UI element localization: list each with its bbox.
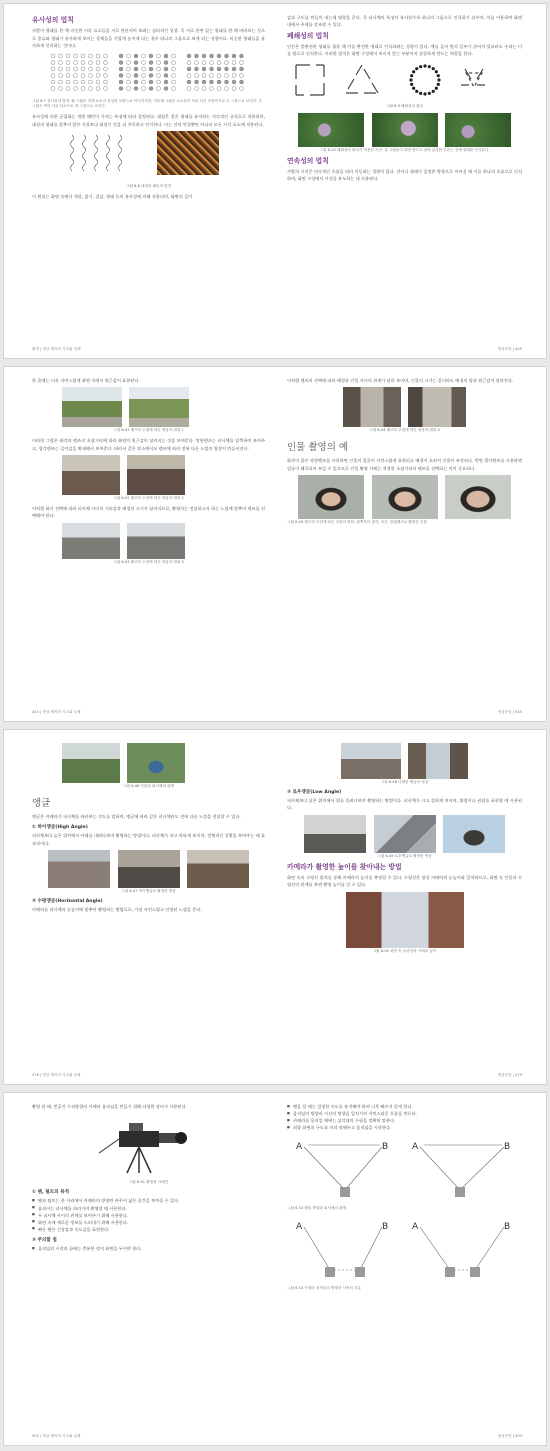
page-left — [4, 1093, 275, 1445]
paragraph: 유사성에 의한 군집화는 개별 패턴이 가지는 특징에 따라 결정된다. 대칭은 좋은 형태를 유지하는 지각적인 규칙으로 작용하며, 대칭의 형태를 갖추지 않은 사물보다 대칭인 것을 더 주목하고 인지한다. 이는 선의 연결뿐만 아니라 모든 시각 요소에 적용된다. — [32, 114, 265, 127]
street-photo — [408, 743, 468, 779]
figure-dot-grids — [32, 52, 265, 98]
figure-street — [287, 387, 522, 427]
paragraph: 인간은 불완전한 형태를 접할 때 이를 완전한 형태로 인식하려는 경향이 있다. 예를 들어 원의 일부가 끊어져 있더라도 우리는 이를 원으로 인식한다. 이러한 법칙은 화면 구성에서 보이지 않는 부분까지 상상하게 만드는 역할을 한다. — [287, 43, 522, 57]
section-title: 카메라가 촬영한 높이를 찾아내는 방법 — [287, 862, 402, 871]
grid-dot — [58, 80, 62, 84]
figure-trees — [32, 387, 265, 427]
figure-camera-rig — [32, 1113, 265, 1179]
grid-dot — [81, 87, 85, 91]
grid-dot — [66, 80, 70, 84]
grid-dot — [141, 61, 145, 65]
grid-dot — [66, 67, 70, 71]
grid-dot — [232, 54, 236, 58]
camera-movement-diagram — [290, 1215, 520, 1281]
grid-dot — [126, 74, 130, 78]
grid-dot — [134, 67, 138, 71]
grid-dot — [217, 87, 221, 91]
page-left — [4, 730, 275, 1084]
grid-dot — [202, 67, 206, 71]
circle-dot — [419, 65, 422, 68]
paragraph: 사람이 형태를 한 채 비슷한 시각 요소들을 서로 연관지어 보려는 심리적인 성향. 즉 서로 관련 있는 형태를 한 채 바라보는 것으로 종류와 형태가 유사하게 보이는 물체들을 가깝게 놓이게 되는 경우 하나의 그룹으로 보게 되는 성향이다. 비슷한 형태들을 유사하게 인지하는 것이다. — [32, 28, 265, 48]
grid-dot — [224, 87, 228, 91]
subject-b-label: B — [381, 1221, 388, 1232]
person-photo — [127, 743, 185, 783]
grid-dot — [66, 54, 70, 58]
circle-dot — [437, 78, 440, 81]
grid-dot — [187, 80, 191, 84]
grid-dot — [141, 87, 145, 91]
grid-dot — [164, 61, 168, 65]
grid-dot — [239, 54, 243, 58]
street-photo — [408, 387, 466, 427]
grid-dot — [141, 54, 145, 58]
grid-dot — [171, 61, 175, 65]
dot-grid-illustration — [49, 52, 249, 94]
page-spread-3 — [3, 729, 547, 1085]
sub-heading: ① 팬, 틸트의 목적 — [32, 1190, 70, 1196]
grid-dot — [232, 80, 236, 84]
grid-dot — [156, 61, 160, 65]
paragraph: 카메라를 피사체의 눈높이에 맞추어 촬영하는 방법으로, 가장 자연스럽고 안정된 느낌을 준다. — [32, 907, 202, 913]
bullet-item: ■ 팬을 할 때는 일정한 속도를 유지해야 하며 너무 빠르지 않게 한다. — [293, 1103, 522, 1110]
figure-caption: 그림 6-41 렌즈의 초점에 따른 영상의 변화 1 — [113, 428, 184, 433]
grid-dot — [156, 74, 160, 78]
page-right — [275, 1093, 546, 1445]
figure-portraits — [287, 475, 522, 519]
grid-dot — [73, 87, 77, 91]
subject-b-label: B — [381, 1141, 388, 1152]
grid-dot — [202, 80, 206, 84]
wave-pattern-illustration — [62, 131, 142, 179]
paragraph: 촬영 할 때, 빈공간 수직방향의 카메라 움직임을 만들기 위해 다양한 장비가 사용된다. — [32, 1104, 187, 1109]
figure-angles — [287, 743, 522, 779]
grid-dot — [81, 61, 85, 65]
crowd-aerial-photo — [118, 850, 180, 888]
grid-dot — [209, 67, 213, 71]
figure-caption: 그림 6-46 인물과 피사체의 관계 — [123, 784, 174, 788]
grid-dot — [194, 74, 198, 78]
grid-dot — [156, 54, 160, 58]
flower-photo — [372, 113, 438, 147]
page-left — [4, 367, 275, 721]
grid-dot — [51, 80, 55, 84]
section-heading: 인물 촬영의 예 — [287, 442, 349, 454]
figure-low-angle — [287, 815, 522, 853]
figure-caption: 그림 6-52 팬의 방향과 피사체의 관계 — [287, 1205, 346, 1210]
sub-heading: ① 하이앵글(High Angle) — [32, 825, 88, 831]
building-photo — [374, 815, 436, 853]
figure-pan-diagram — [287, 1135, 522, 1205]
camera-crane-illustration — [89, 1113, 209, 1175]
circle-dot — [434, 86, 437, 89]
section-title: 연속성의 법칙 — [287, 156, 329, 165]
grid-dot — [141, 80, 145, 84]
grid-dot — [217, 80, 221, 84]
grid-dot — [119, 74, 123, 78]
figure-caption: 그림 6-45 렌즈의 초점에 따른 인물의 변화: 왼쪽부터 광각, 표준, 망원렌즈로 촬영한 인물 — [287, 520, 427, 525]
grid-dot — [51, 54, 55, 58]
grid-dot — [96, 67, 100, 71]
grid-dot — [149, 54, 153, 58]
street-trees-photo — [62, 387, 122, 427]
sub-heading: ③ 로우앵글(Low Angle) — [287, 790, 342, 796]
grid-dot — [96, 61, 100, 65]
flower-photo — [298, 113, 364, 147]
circle-dot — [436, 82, 439, 85]
page-left — [4, 4, 275, 358]
grid-dot — [187, 67, 191, 71]
figure-caption: 그림 6-50 화면 속 수평선과 카메라 높이 — [372, 948, 437, 953]
grid-dot — [81, 54, 85, 58]
page-footer: 영상문법 | 503 — [497, 1434, 522, 1438]
grid-dot — [58, 67, 62, 71]
figure-flower-photos — [287, 113, 522, 147]
crowd-photo — [62, 455, 120, 495]
circle-dot — [436, 74, 439, 77]
paragraph: 이 원리는 화면 속에서 색상, 밝기, 질감, 형태 등의 유사성에 의해 적용되며, 화면의 깊이 — [32, 193, 193, 199]
circle-dot — [423, 92, 426, 95]
grid-dot — [209, 54, 213, 58]
page-spread-1 — [3, 3, 547, 359]
grid-dot — [149, 61, 153, 65]
grid-dot — [73, 80, 77, 84]
grid-dot — [96, 80, 100, 84]
grid-dot — [217, 61, 221, 65]
figure-caption: 그림 6-7 유사성의 법칙: 좌 그림은 전체 요소가 동일한 모양으로 여겨지지만, 가운데 그림은 요소들이 서로 다른 모양이므로 두 그룹으로 보인다. 우 그림은 색이 서로 다르므로 세 그룹으로 보인다. — [32, 99, 263, 109]
grid-dot — [209, 74, 213, 78]
grid-dot — [96, 74, 100, 78]
grid-dot — [164, 67, 168, 71]
figure-caption: 그림 6-42 렌즈의 초점에 따른 영상의 변화 2 — [113, 496, 184, 501]
street-photo — [341, 743, 401, 779]
grid-dot — [194, 67, 198, 71]
grid-dot — [194, 87, 198, 91]
page-footer: 502 | 영상 제작의 기초와 실제 — [32, 1434, 81, 1438]
bullet-item: ■ 움직임의 시작과 끝에는 충분한 정지 화면을 두어야 한다. — [38, 1245, 265, 1252]
grid-dot — [126, 87, 130, 91]
grid-dot — [126, 61, 130, 65]
portrait-photo — [445, 475, 511, 519]
grid-dot — [164, 74, 168, 78]
grid-dot — [224, 61, 228, 65]
grid-dot — [134, 80, 138, 84]
grid-dot — [209, 80, 213, 84]
circle-dot — [415, 67, 418, 70]
paragraph: 피사체보다 높은 위치에서 아래를 내려다보며 촬영하는 방법이다. 피사체가 작고 약하게 보이며, 전체적인 상황을 보여주는 데 효과적이다. — [32, 833, 265, 846]
grid-dot — [96, 54, 100, 58]
circle-dot — [427, 65, 430, 68]
bullet-list — [32, 1245, 265, 1252]
paragraph: 앵글은 카메라가 피사체를 바라보는 각도를 말하며, 앵글에 따라 같은 피사체라도 전혀 다른 느낌을 전달할 수 있다. — [32, 814, 241, 820]
grid-dot — [187, 61, 191, 65]
grid-dot — [51, 87, 55, 91]
grid-dot — [202, 61, 206, 65]
market-aerial-photo — [187, 850, 249, 888]
bullet-item: ■ 빠른 팬은 긴장감과 속도감을 표현한다. — [38, 1226, 265, 1233]
grid-dot — [119, 87, 123, 91]
grid-dot — [194, 80, 198, 84]
subject-b-label: B — [503, 1141, 510, 1152]
figure-caption: 그림 6-49 로우앵글로 촬영한 영상 — [377, 853, 432, 858]
portrait-photo — [372, 475, 438, 519]
street-photo — [343, 387, 401, 427]
grid-dot — [156, 87, 160, 91]
figure-caption: 그림 6-43 렌즈의 초점에 따른 영상의 변화 3 — [113, 559, 184, 564]
grid-dot — [156, 67, 160, 71]
grid-dot — [202, 87, 206, 91]
subject-a-label: A — [295, 1141, 302, 1152]
outdoor-photo — [62, 743, 120, 783]
figure-caption: 그림 6-9 폐쇄성의 원리 — [385, 103, 424, 108]
grid-dot — [134, 54, 138, 58]
grid-dot — [58, 74, 62, 78]
grid-dot — [224, 67, 228, 71]
page-footer: 영상문법 | 445 — [497, 710, 522, 714]
circle-dot — [415, 89, 418, 92]
page-right — [275, 730, 546, 1084]
figure-movement-diagram — [287, 1215, 522, 1285]
grid-dot — [149, 87, 153, 91]
grid-dot — [141, 67, 145, 71]
grid-dot — [224, 80, 228, 84]
grid-dot — [209, 61, 213, 65]
grid-dot — [134, 87, 138, 91]
bullet-item: ■ 최종 화면의 구도를 미리 정해두고 움직임을 시작한다. — [293, 1124, 522, 1131]
portrait-photo — [298, 475, 364, 519]
grid-dot — [171, 80, 175, 84]
statue-photo — [443, 815, 505, 853]
paragraph: 이처럼 렌즈의 선택에 따라 배경과 인물 사이의 관계가 달라 보이며, 인물의 크기는 같더라도 배경의 양과 원근감이 달라진다. — [287, 378, 514, 383]
figure-caption: 그림 6-53 카메라 움직임의 방향과 시선의 흐름 — [287, 1285, 362, 1290]
grid-dot — [239, 74, 243, 78]
sub-heading: ② 주의할 점 — [32, 1238, 57, 1244]
closure-shapes-illustration — [290, 61, 520, 99]
bullet-item: ■ 팬과 틸트는 한 자리에서 카메라의 방향만 바꾸어 넓은 공간을 보여줄 수 있다. — [38, 1197, 265, 1204]
subject-a-label: A — [411, 1141, 418, 1152]
page-footer: 444 | 영상 제작의 기초와 실제 — [32, 710, 81, 714]
grid-dot — [88, 67, 92, 71]
grid-dot — [217, 54, 221, 58]
sub-heading: ② 수평앵글(Horizontal Angle) — [32, 899, 103, 905]
grid-dot — [239, 67, 243, 71]
grid-dot — [81, 80, 85, 84]
grid-dot — [171, 87, 175, 91]
figure-crowd — [32, 455, 265, 495]
grid-dot — [239, 61, 243, 65]
grid-dot — [202, 54, 206, 58]
crowd-photo — [127, 455, 185, 495]
traffic-photo — [127, 523, 185, 559]
traffic-photo — [62, 523, 120, 559]
page-right — [275, 367, 546, 721]
grid-dot — [66, 61, 70, 65]
grid-dot — [119, 80, 123, 84]
bullet-item: ■ 화면 속에 새로운 정보를 드러내기 위해 사용한다. — [38, 1219, 265, 1226]
grid-dot — [171, 54, 175, 58]
page-spread-2 — [3, 366, 547, 722]
bullet-item: ■ 움직임의 방향과 시선의 방향을 일치시켜 자연스러운 흐름을 만든다. — [293, 1110, 522, 1117]
figure-person — [32, 743, 265, 783]
grid-dot — [224, 74, 228, 78]
textile-pattern-image — [157, 131, 219, 175]
grid-dot — [217, 67, 221, 71]
page-footer: 478 | 영상 제작의 기초와 실제 — [32, 1073, 81, 1077]
grid-dot — [164, 80, 168, 84]
section-title: 유사성의 법칙 — [32, 16, 74, 24]
people-walking-photo — [304, 815, 366, 853]
grid-dot — [171, 74, 175, 78]
paragraph: 한 줄에는 더욱 자연스럽게 화면 속에서 원근감이 표현된다. — [32, 378, 140, 383]
grid-dot — [126, 67, 130, 71]
grid-dot — [88, 61, 92, 65]
grid-dot — [164, 54, 168, 58]
bullet-item: ■ 카메라를 움직일 때에는 삼각대의 수평을 정확히 맞춘다. — [293, 1117, 522, 1124]
grid-dot — [81, 67, 85, 71]
grid-dot — [58, 61, 62, 65]
page-right — [275, 4, 546, 358]
bullet-list — [32, 1197, 265, 1233]
flower-photo — [445, 113, 511, 147]
grid-dot — [103, 87, 107, 91]
city-aerial-photo — [48, 850, 110, 888]
grid-dot — [119, 54, 123, 58]
circle-dot — [427, 91, 430, 94]
grid-dot — [171, 67, 175, 71]
paragraph: 피사체보다 낮은 위치에서 위를 올려다보며 촬영하는 방법이다. 피사체가 크고 강하게 보이며, 위엄이나 권위를 표현할 때 사용된다. — [287, 798, 522, 811]
grid-dot — [119, 61, 123, 65]
paragraph: 이처럼 화각 선택에 따라 피사체 사이의 거리감과 배경의 크기가 달라지므로, 촬영자는 전달하고자 하는 느낌에 맞추어 렌즈를 선택해야 한다. — [32, 506, 265, 519]
grid-dot — [149, 74, 153, 78]
grid-dot — [88, 54, 92, 58]
section-heading: 앵글 — [32, 798, 51, 810]
bullet-item: ■ 두 피사체 사이의 관계를 보여주기 위해 사용한다. — [38, 1212, 265, 1219]
grid-dot — [156, 80, 160, 84]
circle-dot — [434, 70, 437, 73]
circle-dot — [423, 64, 426, 67]
grid-dot — [149, 67, 153, 71]
grid-dot — [126, 54, 130, 58]
section-title: 폐쇄성의 법칙 — [287, 31, 329, 40]
grid-dot — [202, 74, 206, 78]
grid-dot — [88, 87, 92, 91]
subject-b-label: B — [503, 1221, 510, 1232]
grid-dot — [232, 67, 236, 71]
grid-dot — [73, 67, 77, 71]
grid-dot — [119, 67, 123, 71]
figure-caption: 그림 6-44 렌즈의 초점에 따른 영상의 변화 4 — [369, 428, 440, 433]
pan-direction-diagram — [290, 1135, 520, 1201]
figure-patterns — [32, 131, 265, 183]
figure-caption: 그림 6-8 대칭과 패턴의 법칙 — [125, 183, 172, 188]
figure-caption: 그림 6-51 촬영용 크레인 — [128, 1180, 169, 1185]
page-spread-4 — [3, 1092, 547, 1446]
grid-dot — [232, 74, 236, 78]
figure-caption: 그림 6-47 하이앵글로 촬영한 영상 — [121, 889, 176, 894]
grid-dot — [81, 74, 85, 78]
grid-dot — [103, 61, 107, 65]
circle-dot — [419, 91, 422, 94]
paragraph: 사람의 시선은 연속적인 흐름을 따라 이동하는 경향이 있다. 선이나 형태가 일정한 방향으로 이어질 때 이를 하나의 흐름으로 인식하며, 화면 구성에서 시선을 유도하는 데 사용된다. — [287, 168, 522, 182]
grid-dot — [126, 80, 130, 84]
grid-dot — [164, 87, 168, 91]
grid-dot — [103, 74, 107, 78]
bullet-item: ■ 움직이는 피사체를 따라가며 촬영할 때 사용한다. — [38, 1205, 265, 1212]
circle-dot — [412, 70, 415, 73]
paragraph: 이러한 그림은 화각과 렌즈의 초점거리에 따라 화면의 원근감이 달라지는 것을 보여준다. 망원렌즈는 피사체를 압축하여 보여주고, 광각렌즈는 깊이감을 확대해서 보여준다. 따라서 같은 장소에서도 렌즈에 따라 전혀 다른 느낌의 영상이 만들어진다. — [32, 438, 265, 451]
paragraph: 감과 구도를 만들어 내는데 영향을 준다. 즉 피사체의 특징이 유사할수록 하나의 그룹으로 인식하기 쉬우며, 이를 이용하여 화면 내에서 주제를 강조할 수 있다. — [287, 15, 522, 28]
grid-dot — [58, 87, 62, 91]
grid-dot — [51, 74, 55, 78]
grid-dot — [66, 74, 70, 78]
bullet-list — [287, 1103, 522, 1132]
circle-dot — [431, 89, 434, 92]
grid-dot — [187, 74, 191, 78]
grid-dot — [187, 54, 191, 58]
grid-dot — [141, 74, 145, 78]
circle-dot — [431, 67, 434, 70]
figure-traffic — [32, 523, 265, 559]
figure-closure-shapes — [287, 61, 522, 103]
circle-dot — [412, 86, 415, 89]
grid-dot — [51, 61, 55, 65]
grid-dot — [73, 61, 77, 65]
grid-dot — [209, 87, 213, 91]
circle-dot — [409, 78, 412, 81]
grid-dot — [103, 80, 107, 84]
grid-dot — [58, 54, 62, 58]
figure-high-angle — [32, 850, 265, 888]
grid-dot — [187, 87, 191, 91]
grid-dot — [239, 80, 243, 84]
grid-dot — [194, 54, 198, 58]
grid-dot — [149, 80, 153, 84]
street-trees-photo — [129, 387, 189, 427]
grid-dot — [88, 80, 92, 84]
grid-dot — [51, 67, 55, 71]
grid-dot — [232, 61, 236, 65]
circle-dot — [410, 82, 413, 85]
grid-dot — [239, 87, 243, 91]
grid-dot — [66, 87, 70, 91]
subject-a-label: A — [295, 1221, 302, 1232]
grid-dot — [96, 87, 100, 91]
circle-dot — [410, 74, 413, 77]
grid-dot — [88, 74, 92, 78]
grid-dot — [134, 74, 138, 78]
grid-dot — [134, 61, 138, 65]
grid-dot — [73, 54, 77, 58]
grid-dot — [103, 67, 107, 71]
figure-caption: 그림 6-48 다양한 앵글의 영상 — [380, 780, 429, 784]
grid-dot — [194, 61, 198, 65]
paragraph: 화각이 좁은 망원렌즈를 사용하면 인물의 얼굴이 자연스럽게 표현되고 배경이 흐려져 인물이 부각된다. 반면 광각렌즈를 사용하면 얼굴이 왜곡되어 보일 수 있으므로 인물 촬영 시에는 적절한 초점거리의 렌즈를 선택하는 것이 중요하다. — [287, 458, 522, 471]
subject-a-label: A — [411, 1221, 418, 1232]
page-footer: 촬영 | 영상 제작의 기초와 실제 — [32, 347, 81, 351]
grid-dot — [103, 54, 107, 58]
page-footer: 영상문법 | 479 — [497, 1073, 522, 1077]
figure-horizon — [287, 892, 522, 948]
figure-caption: 그림 6-10 폐쇄성의 원리가 적용된 사진: 꽃 그림들이 화면 밖으로 잘려 있지만 우리는 전체 형태를 인식한다. — [319, 147, 490, 152]
page-footer: 영상문법 | 409 — [497, 347, 522, 351]
paragraph: 화면 속의 수평선 위치를 통해 카메라의 높이를 추정할 수 있다. 수평선은 항상 카메라의 눈높이와 일치하므로, 화면 속 인물과 수평선의 관계를 보면 촬영 높이를 알 수 있다. — [287, 874, 522, 888]
grid-dot — [224, 54, 228, 58]
street-perspective-photo — [346, 892, 464, 948]
grid-dot — [73, 74, 77, 78]
grid-dot — [217, 74, 221, 78]
grid-dot — [232, 87, 236, 91]
